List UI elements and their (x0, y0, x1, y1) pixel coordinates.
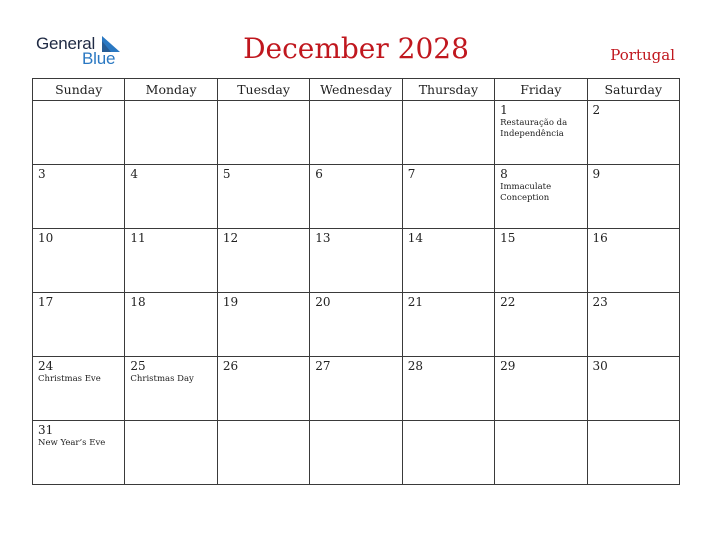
week-row (33, 421, 680, 485)
day-cell (33, 357, 125, 421)
day-cell (402, 101, 494, 165)
day-number: 30 (592, 359, 608, 373)
day-number: 19 (222, 295, 239, 309)
day-cell (402, 421, 494, 485)
weekday-saturday: Saturday (587, 79, 679, 101)
week-row (33, 229, 680, 293)
day-cell (125, 421, 217, 485)
day-number: 3 (38, 167, 46, 181)
day-cell (217, 293, 309, 357)
brand-word-general: General (36, 34, 96, 53)
day-number: 9 (592, 167, 601, 181)
day-number: 27 (315, 359, 331, 373)
holiday-label: Restauração da Independência (500, 118, 568, 139)
day-number: 22 (500, 295, 516, 309)
day-number: 18 (130, 295, 146, 309)
day-number: 4 (130, 167, 139, 181)
day-number: 15 (500, 231, 516, 245)
day-cell (217, 101, 309, 165)
day-number: 23 (592, 295, 608, 309)
day-cell (402, 357, 494, 421)
day-cell (125, 101, 217, 165)
weekday-sunday: Sunday (33, 79, 125, 101)
day-cell (495, 165, 587, 229)
day-number: 21 (407, 295, 423, 309)
day-number: 13 (315, 231, 331, 245)
day-cell (33, 229, 125, 293)
day-number: 24 (38, 359, 54, 373)
weekday-friday: Friday (495, 79, 587, 101)
day-cell (125, 293, 217, 357)
day-number: 11 (130, 231, 146, 245)
weekday-thursday: Thursday (402, 79, 494, 101)
weekday-header-row (33, 79, 680, 101)
country-label: Portugal (610, 46, 675, 64)
day-cell (495, 421, 587, 485)
day-number: 29 (500, 359, 516, 373)
holiday-label: Christmas Day (130, 374, 194, 384)
day-cell (587, 101, 679, 165)
day-number: 20 (315, 295, 331, 309)
day-number: 10 (38, 231, 54, 245)
day-cell (217, 165, 309, 229)
week-row (33, 357, 680, 421)
day-cell (33, 101, 125, 165)
day-cell (125, 357, 217, 421)
day-number: 1 (500, 103, 508, 117)
week-row (33, 165, 680, 229)
day-cell (310, 357, 402, 421)
day-cell (402, 229, 494, 293)
calendar-grid (32, 78, 680, 485)
day-cell (310, 165, 402, 229)
day-cell (402, 165, 494, 229)
holiday-label: New Year’s Eve (38, 438, 106, 448)
week-row (33, 101, 680, 165)
calendar-title: December 2028 (243, 32, 469, 65)
day-number: 12 (222, 231, 239, 245)
holiday-label: Immaculate Conception (500, 182, 552, 203)
day-cell (495, 101, 587, 165)
day-number: 28 (407, 359, 423, 373)
weekday-wednesday: Wednesday (310, 79, 402, 101)
day-cell (495, 357, 587, 421)
day-cell (217, 421, 309, 485)
day-cell (217, 357, 309, 421)
day-number: 8 (500, 167, 508, 181)
day-number: 5 (222, 167, 231, 181)
day-cell (587, 421, 679, 485)
day-cell (587, 293, 679, 357)
day-cell (217, 229, 309, 293)
day-number: 31 (38, 423, 54, 437)
day-number: 16 (592, 231, 608, 245)
day-cell (33, 165, 125, 229)
week-row (33, 293, 680, 357)
day-number: 2 (592, 103, 601, 117)
day-number: 14 (407, 231, 423, 245)
day-cell (495, 293, 587, 357)
holiday-label: Christmas Eve (38, 374, 101, 384)
day-cell (310, 101, 402, 165)
day-cell (402, 293, 494, 357)
day-cell (495, 229, 587, 293)
day-cell (587, 357, 679, 421)
day-cell (587, 165, 679, 229)
day-cell (310, 229, 402, 293)
day-number: 25 (130, 359, 146, 373)
day-number: 26 (222, 359, 239, 373)
weekday-monday: Monday (125, 79, 217, 101)
day-cell (310, 293, 402, 357)
weekday-tuesday: Tuesday (217, 79, 309, 101)
day-cell (310, 421, 402, 485)
day-cell (125, 165, 217, 229)
day-cell (125, 229, 217, 293)
day-cell (33, 293, 125, 357)
day-number: 17 (38, 295, 54, 309)
brand-word-blue: Blue (82, 49, 116, 68)
day-number: 7 (407, 167, 416, 181)
day-number: 6 (315, 167, 323, 181)
day-cell (33, 421, 125, 485)
day-cell (587, 229, 679, 293)
